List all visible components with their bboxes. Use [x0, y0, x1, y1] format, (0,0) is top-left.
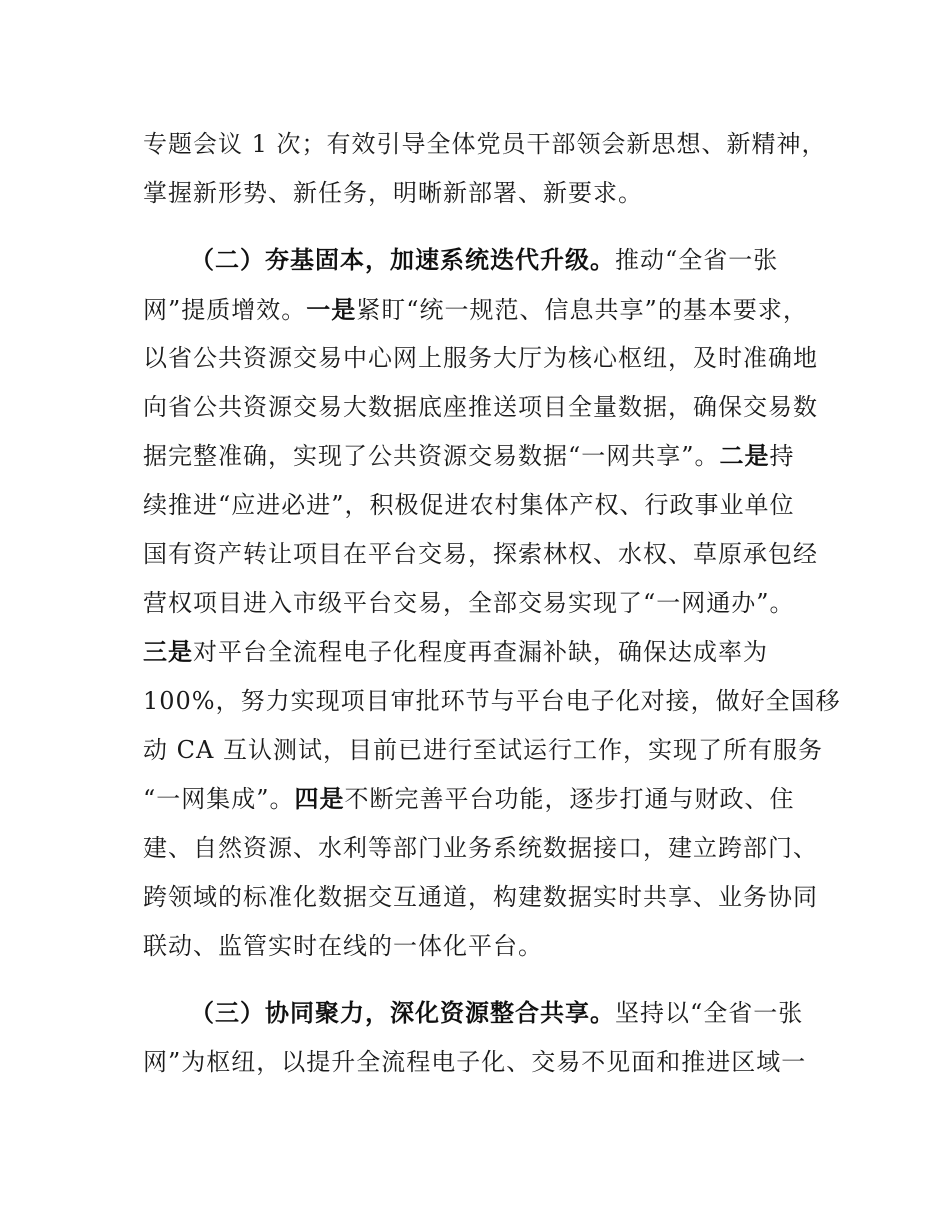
p2-line-2-pre: 网”提质增效。: [143, 296, 307, 324]
keyword-sanshi: 三是: [143, 638, 193, 666]
p2-line-9: [143, 637, 768, 667]
p2-line-9-rest: 对平台全流程电子化程度再查漏补缺，确保达成率为: [193, 638, 768, 666]
p3-line-1: [190, 998, 803, 1028]
keyword-sishi: 四是: [294, 785, 345, 813]
p2-line-5: [143, 441, 795, 471]
p2-line-8: 营权项目进入市级平台交易，全部交易实现了“一网通办”。: [143, 589, 795, 617]
p2-line-13: 建、自然资源、水利等部门业务系统数据接口，建立跨部门、: [143, 834, 818, 862]
p1-line-1: 专题会议 1 次；有效引导全体党员干部领会新思想、新精神，: [143, 130, 827, 158]
p2-line-11: 动 CA 互认测试，目前已进行至试运行工作，实现了所有服务: [143, 736, 823, 764]
p2-line-12: [143, 784, 795, 814]
p2-line-6: 续推进“应进必进”，积极促进农村集体产权、行政事业单位: [143, 491, 795, 519]
p2-line-1-text: 推动“全省一张: [615, 246, 779, 274]
p2-line-10: 100%，努力实现项目审批环节与平台电子化对接，做好全国移: [143, 687, 841, 715]
p2-line-3: 以省公共资源交易中心网上服务大厅为核心枢纽，及时准确地: [143, 344, 818, 372]
p2-line-7: 国有资产转让项目在平台交易，探索林权、水权、草原承包经: [143, 540, 818, 568]
keyword-yishi: 一是: [306, 296, 357, 324]
keyword-ershi: 二是: [719, 442, 770, 470]
p2-line-5-pre: 据完整准确，实现了公共资源交易数据“一网共享”。: [143, 442, 720, 470]
p2-line-12-pre: “一网集成”。: [143, 785, 295, 813]
p2-line-15: 联动、监管实时在线的一体化平台。: [143, 932, 543, 960]
p1-line-2: 掌握新形势、新任务，明晰新部署、新要求。: [143, 179, 643, 207]
p2-line-2-rest: 紧盯“统一规范、信息共享”的基本要求，: [356, 296, 808, 324]
p2-line-12-rest: 不断完善平台功能，逐步打通与财政、住: [344, 785, 795, 813]
p2-line-2: [143, 295, 808, 325]
p3-line-2: 网”为枢纽，以提升全流程电子化、交易不见面和推进区域一: [143, 1048, 807, 1076]
p2-line-5-rest: 持: [769, 442, 795, 470]
p3-line-1-text: 坚持以“全省一张: [615, 999, 804, 1027]
section-heading-2: （二）夯基固本，加速系统迭代升级。: [190, 246, 615, 274]
p2-line-1: [190, 245, 778, 275]
p2-line-14: 跨领域的标准化数据交互通道，构建数据实时共享、业务协同: [143, 883, 818, 911]
section-heading-3: （三）协同聚力，深化资源整合共享。: [190, 999, 615, 1027]
p2-line-4: 向省公共资源交易大数据底座推送项目全量数据，确保交易数: [143, 393, 818, 421]
